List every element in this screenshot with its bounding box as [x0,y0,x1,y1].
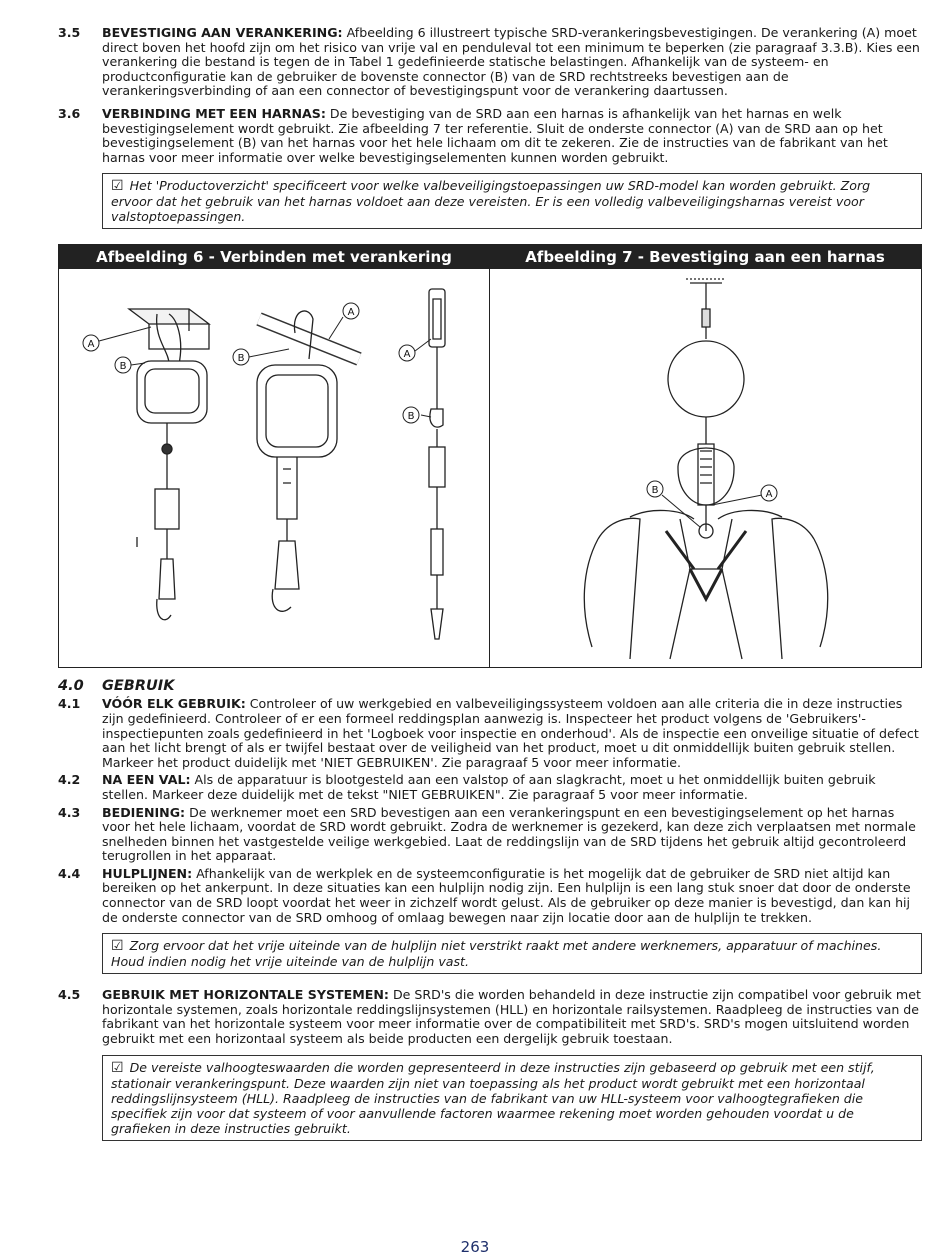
callout-label: B [407,411,415,423]
section-text: Afbeelding 6 illustreert typische SRD-verankeringsbevestigingen. De verankering (A) moet direct boven het hoofd zijn om het risico van vrije val en penduleval tot een minimum te beperken (zie paragraaf 3.3.B). Kies een verankering die bestand is tegen de in Tabel 1 gedefinieerde statische belastingen. Afhankelijk van de systeem- en productconfiguratie kan de gebruiker de bovenste connector (B) van de SRD rechtstreeks bevestigen aan de verankeringsverbinding of aan een connector of bevestigingspunt voor de verankering daartussen. [102,25,920,99]
checkbox-icon: ☑ [111,1059,124,1076]
note-text: Zorg ervoor dat het vrije uiteinde van de hulplijn niet verstrikt raakt met andere werknemers, apparatuur of machines. Houd indien nodig het vrije uiteinde van de hulplijn vast. [111,938,882,970]
callout-label: B [651,485,659,497]
harness-attachment-drawing [490,269,921,667]
figure-7-title: Afbeelding 7 - Bevestiging aan een harnas [525,248,885,267]
section-title: BEVESTIGING AAN VERANKERING: [102,25,343,40]
note-text: Het 'Productoverzicht' specificeert voor welke valbeveiligingstoepassingen uw SRD-model kan worden gebruikt. Zorg ervoor dat het gebruik van het harnas voldoet aan deze vereisten. Er is een volledig valbeveiligingsharnas vereist voor valstoptoepassingen. [111,178,871,225]
section-title: GEBRUIK [102,678,175,695]
callout-label: A [403,349,411,361]
section-4-1 [58,697,922,770]
callout-label: B [119,361,127,373]
section-4-4 [58,867,922,925]
section-number: 3.5 [58,25,81,40]
section-number: 4.4 [58,865,81,881]
section-title: HULPLIJNEN: [102,865,193,881]
figure-6-title: Afbeelding 6 - Verbinden met verankering [96,248,452,267]
section-text: Controleer of uw werkgebied en valbeveiligingssysteem voldoen aan alle criteria die in deze instructies zijn gedefinieerd. Controleer of er een formeel reddingsplan aanwezig is. Inspecteer het product volgens de 'Gebruikers'-inspectiepunten zoals gedefinieerd in het 'Logboek voor inspectie en onderhoud'. Als de inspectie een onveilige situatie of defect aan het licht brengt of als er twijfel bestaat over de veiligheid van het product, moet u dit onmiddellijk buiten gebruik stellen. Markeer het product duidelijk met 'NIET GEBRUIKEN'. Zie paragraaf 5 voor meer informatie. [102,696,919,770]
callout-label: A [347,307,355,319]
note-box-hll [102,1055,922,1141]
note-box-lanyard [102,933,922,974]
callout-label: A [87,339,95,351]
checkbox-icon: ☑ [111,938,124,955]
section-3-6 [58,107,922,165]
section-text: De SRD's die worden behandeld in deze instructie zijn compatibel voor gebruik met horizontale systemen, zoals horizontale reddingslijnsystemen (HLL) en horizontale railsystemen. Raadpleeg de instructies van de fabrikant van het horizontale systeem voor meer informatie over de compatibiliteit met SRD's. SRD's mogen uitsluitend worden gebruikt met een horizontaal systeem als beide producten een dergelijk gebruik toestaan. [102,987,921,1047]
section-3-5 [58,26,922,99]
section-title: BEDIENING: [102,804,186,820]
section-number: 4.3 [58,804,81,820]
section-4-5 [58,988,922,1046]
anchorage-connection-drawing [59,269,489,667]
section-title: VÓÓR ELK GEBRUIK: [102,696,246,712]
figure-panel [58,244,922,668]
page-number: 263 [460,1238,490,1256]
figure-7-illustration [490,269,921,667]
section-title: NA EEN VAL: [102,772,191,788]
section-text: Afhankelijk van de werkplek en de systeemconfiguratie is het mogelijk dat de gebruiker de SRD niet altijd kan bereiken op het ankerpunt. In deze situaties kan een hulplijn nodig zijn. Een hulplijn is een lang stuk snoer dat door de onderste connector van de SRD loopt voordat het weer in zichzelf wordt gelust. Als de gebruiker op deze manier is bevestigd, dan kan hij de onderste connector van de SRD omhoog of omlaag bewegen naar zijn locatie door aan de hulplijn te trekken. [102,865,911,925]
section-title: GEBRUIK MET HORIZONTALE SYSTEMEN: [102,987,389,1003]
section-number: 4.2 [58,772,81,788]
callout-label: A [765,489,773,501]
figure-6-illustration [59,269,490,667]
section-number: 4.5 [58,987,81,1003]
section-4-2 [58,773,922,802]
manual-page [58,26,922,1141]
section-text: De werknemer moet een SRD bevestigen aan een verankeringspunt en een bevestigingselement op het harnas voor het hele lichaam, voordat de SRD wordt gebruikt. Zodra de werknemer is gezekerd, kan deze zich verplaatsen met normale snelheden binnen het vastgestelde veilige werkgebied. Laat de reddingslijn van de SRD tijdens het gebruik altijd gecontroleerd terugrollen in het apparaat. [102,804,916,864]
section-text: Als de apparatuur is blootgesteld aan een valstop of aan slagkracht, moet u het onmiddellijk buiten gebruik stellen. Markeer deze duidelijk met de tekst "NIET GEBRUIKEN". Zie paragraaf 5 voor meer informatie. [102,772,876,802]
callout-label: B [237,353,245,365]
section-text: De bevestiging van de SRD aan een harnas is afhankelijk van het harnas en welk bevestigingselement wordt gebruikt. Zie afbeelding 7 ter referentie. Sluit de onderste connector (A) van de SRD aan op het bevestigingselement (B) van het harnas voor het hele lichaam om dit te zekeren. Zie de instructies van de fabrikant van het harnas voor meer informatie over welke bevestigingselementen kunnen worden gebruikt. [102,105,888,165]
checkbox-icon: ☑ [111,178,124,195]
section-4-3 [58,806,922,864]
section-number: 4.1 [58,696,81,712]
note-box-harness [102,173,922,229]
section-title: VERBINDING MET EEN HARNAS: [102,105,326,121]
heading-4-0 [58,678,922,694]
section-number: 4.0 [58,678,84,695]
section-number: 3.6 [58,105,81,121]
figure-header [59,245,921,269]
note-text: De vereiste valhoogteswaarden die worden gepresenteerd in deze instructies zijn gebaseerd op gebruik met een stijf, stationair verankeringspunt. Deze waarden zijn niet van toepassing als het product wordt gebruikt met een horizontaal reddingslijnsysteem (HLL). Raadpleeg de instructies van de fabrikant van uw HLL-systeem voor valhoogtegrafieken die specifiek zijn voor dat systeem of voor aanvullende factoren waarmee rekening moet worden gehouden voordat u de grafieken in deze instructies gebruikt. [111,1059,875,1136]
